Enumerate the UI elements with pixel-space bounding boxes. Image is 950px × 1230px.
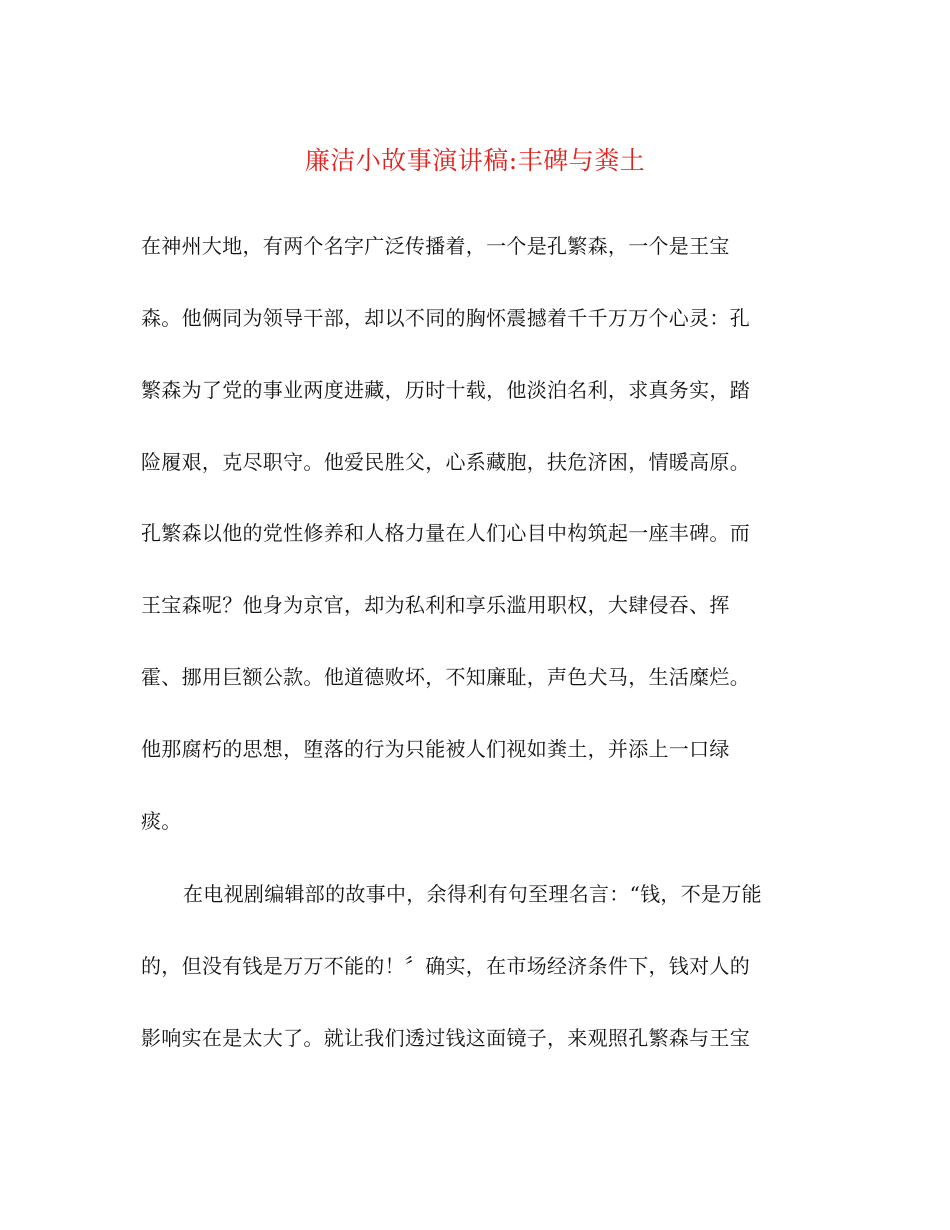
paragraph-1-line-3: 繁森为了党的事业两度进藏，历时十载，他淡泊名利，求真务实，踏 [141,378,750,402]
paragraph-1-line-9: 痰。 [141,809,182,833]
paragraph-1-line-1: 在神州大地，有两个名字广泛传播着，一个是孔繁森，一个是王宝 [141,234,730,258]
paragraph-1-line-4: 险履艰，克尽职守。他爱民胜父，心系藏胞，扶危济困，情暖高原。 [141,450,750,474]
paragraph-1-line-5: 孔繁森以他的党性修养和人格力量在人们心目中构筑起一座丰碑。而 [141,521,750,545]
document-title: 廉洁小故事演讲稿:丰碑与粪土 [304,146,646,175]
paragraph-1-line-7: 霍、挪用巨额公款。他道德败坏，不知廉耻，声色犬马，生活糜烂。 [141,665,750,689]
paragraph-2-line-1: 在电视剧编辑部的故事中，余得利有句至理名言：“钱，不是万能 [183,882,762,906]
paragraph-1-line-8: 他那腐朽的思想，堕落的行为只能被人们视如粪土，并添上一口绿 [141,737,730,761]
paragraph-2-line-3: 影响实在是太大了。就让我们透过钱这面镜子，来观照孔繁森与王宝 [141,1026,750,1050]
paragraph-1-line-6: 王宝森呢？他身为京官，却为私利和享乐滥用职权，大肆侵吞、挥 [141,593,730,617]
paragraph-2-line-2: 的，但没有钱是万万不能的！〞确实，在市场经济条件下，钱对人的 [141,954,750,978]
paragraph-1-line-2: 森。他俩同为领导干部，却以不同的胸怀震撼着千千万万个心灵：孔 [141,306,750,330]
